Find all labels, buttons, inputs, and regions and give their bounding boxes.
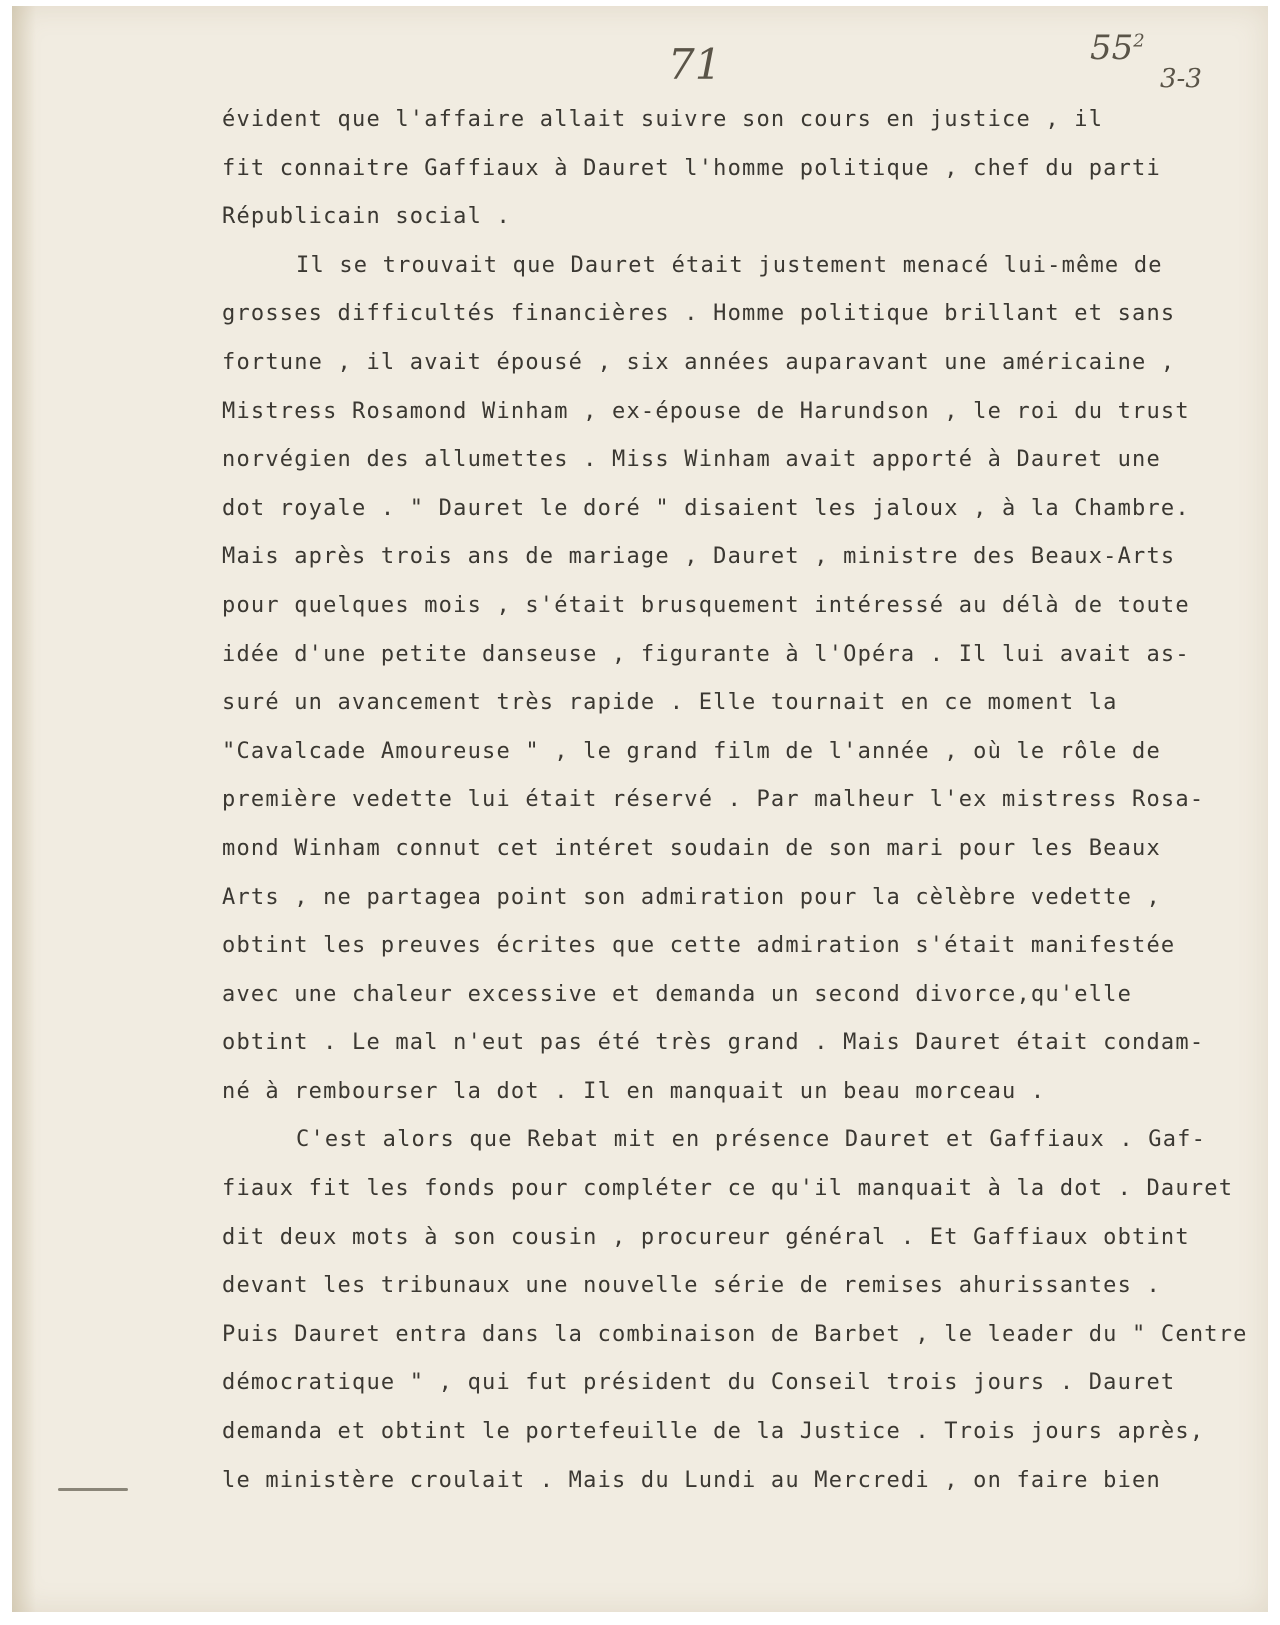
text-line: Puis Dauret entra dans la combinaison de Barbet , le leader du " Centre bbox=[222, 1321, 1248, 1347]
text-line: Républicain social . bbox=[222, 204, 511, 230]
text-line: né à rembourser la dot . Il en manquait un beau morceau . bbox=[222, 1078, 1046, 1104]
text-line: démocratique " , qui fut président du Conseil trois jours . Dauret bbox=[222, 1370, 1176, 1396]
text-line: dit deux mots à son cousin , procureur général . Et Gaffiaux obtint bbox=[222, 1224, 1190, 1250]
text-line: mond Winham connut cet intéret soudain de son mari pour les Beaux bbox=[222, 835, 1161, 861]
text-line: "Cavalcade Amoureuse " , le grand film de l'année , où le rôle de bbox=[222, 738, 1161, 764]
paragraph-start-line: C'est alors que Rebat mit en présence Dauret et Gaffiaux . Gaf- bbox=[296, 1127, 1207, 1153]
text-line: pour quelques mois , s'était brusquement intéressé au délà de toute bbox=[222, 592, 1190, 618]
paragraph-start-line: Il se trouvait que Dauret était justement menacé lui-même de bbox=[296, 252, 1163, 278]
text-line: norvégien des allumettes . Miss Winham avait apporté à Dauret une bbox=[222, 447, 1161, 473]
handwritten-folio-number: 71 bbox=[668, 40, 722, 89]
handwritten-page-number bbox=[1090, 28, 1145, 68]
text-line: grosses difficultés financières . Homme politique brillant et sans bbox=[222, 301, 1176, 327]
text-line: obtint . Le mal n'eut pas été très grand . Mais Dauret était condam- bbox=[222, 1030, 1205, 1056]
text-line: idée d'une petite danseuse , figurante à l'Opéra . Il lui avait as- bbox=[222, 641, 1190, 667]
text-line: évident que l'affaire allait suivre son cours en justice , il bbox=[222, 107, 1104, 132]
handwritten-section-number: 3-3 bbox=[1160, 64, 1202, 94]
text-line: le ministère croulait . Mais du Lundi au Mercredi , on faire bien bbox=[222, 1467, 1161, 1493]
text-line: demanda et obtint le portefeuille de la Justice . Trois jours après, bbox=[222, 1419, 1205, 1445]
text-line: première vedette lui était réservé . Par malheur l'ex mistress Rosa- bbox=[222, 787, 1205, 813]
text-line: devant les tribunaux une nouvelle série de remises ahurissantes . bbox=[222, 1273, 1161, 1299]
text-line: Mais après trois ans de mariage , Dauret , ministre des Beaux-Arts bbox=[222, 544, 1176, 570]
text-line: fit connaitre Gaffiaux à Dauret l'homme politique , chef du parti bbox=[222, 155, 1161, 181]
text-line: avec une chaleur excessive et demanda un second divorce,qu'elle bbox=[222, 981, 1133, 1007]
typed-body-text bbox=[222, 96, 1262, 1505]
text-line: Mistress Rosamond Winham , ex-épouse de Harundson , le roi du trust bbox=[222, 398, 1190, 424]
text-line: suré un avancement très rapide . Elle tournait en ce moment la bbox=[222, 690, 1118, 716]
margin-pencil-mark bbox=[58, 1488, 128, 1491]
text-line: dot royale . " Dauret le doré " disaient les jaloux , à la Chambre. bbox=[222, 495, 1190, 521]
handwritten-page-number-sup: 2 bbox=[1133, 30, 1145, 52]
text-line: obtint les preuves écrites que cette admiration s'était manifestée bbox=[222, 933, 1176, 959]
text-line: fiaux fit les fonds pour compléter ce qu'il manquait à la dot . Dauret bbox=[222, 1176, 1234, 1202]
text-line: Arts , ne partagea point son admiration pour la cèlèbre vedette , bbox=[222, 884, 1161, 910]
text-line: fortune , il avait épousé , six années auparavant une américaine , bbox=[222, 349, 1176, 375]
handwritten-page-number-main: 55 bbox=[1090, 28, 1134, 68]
